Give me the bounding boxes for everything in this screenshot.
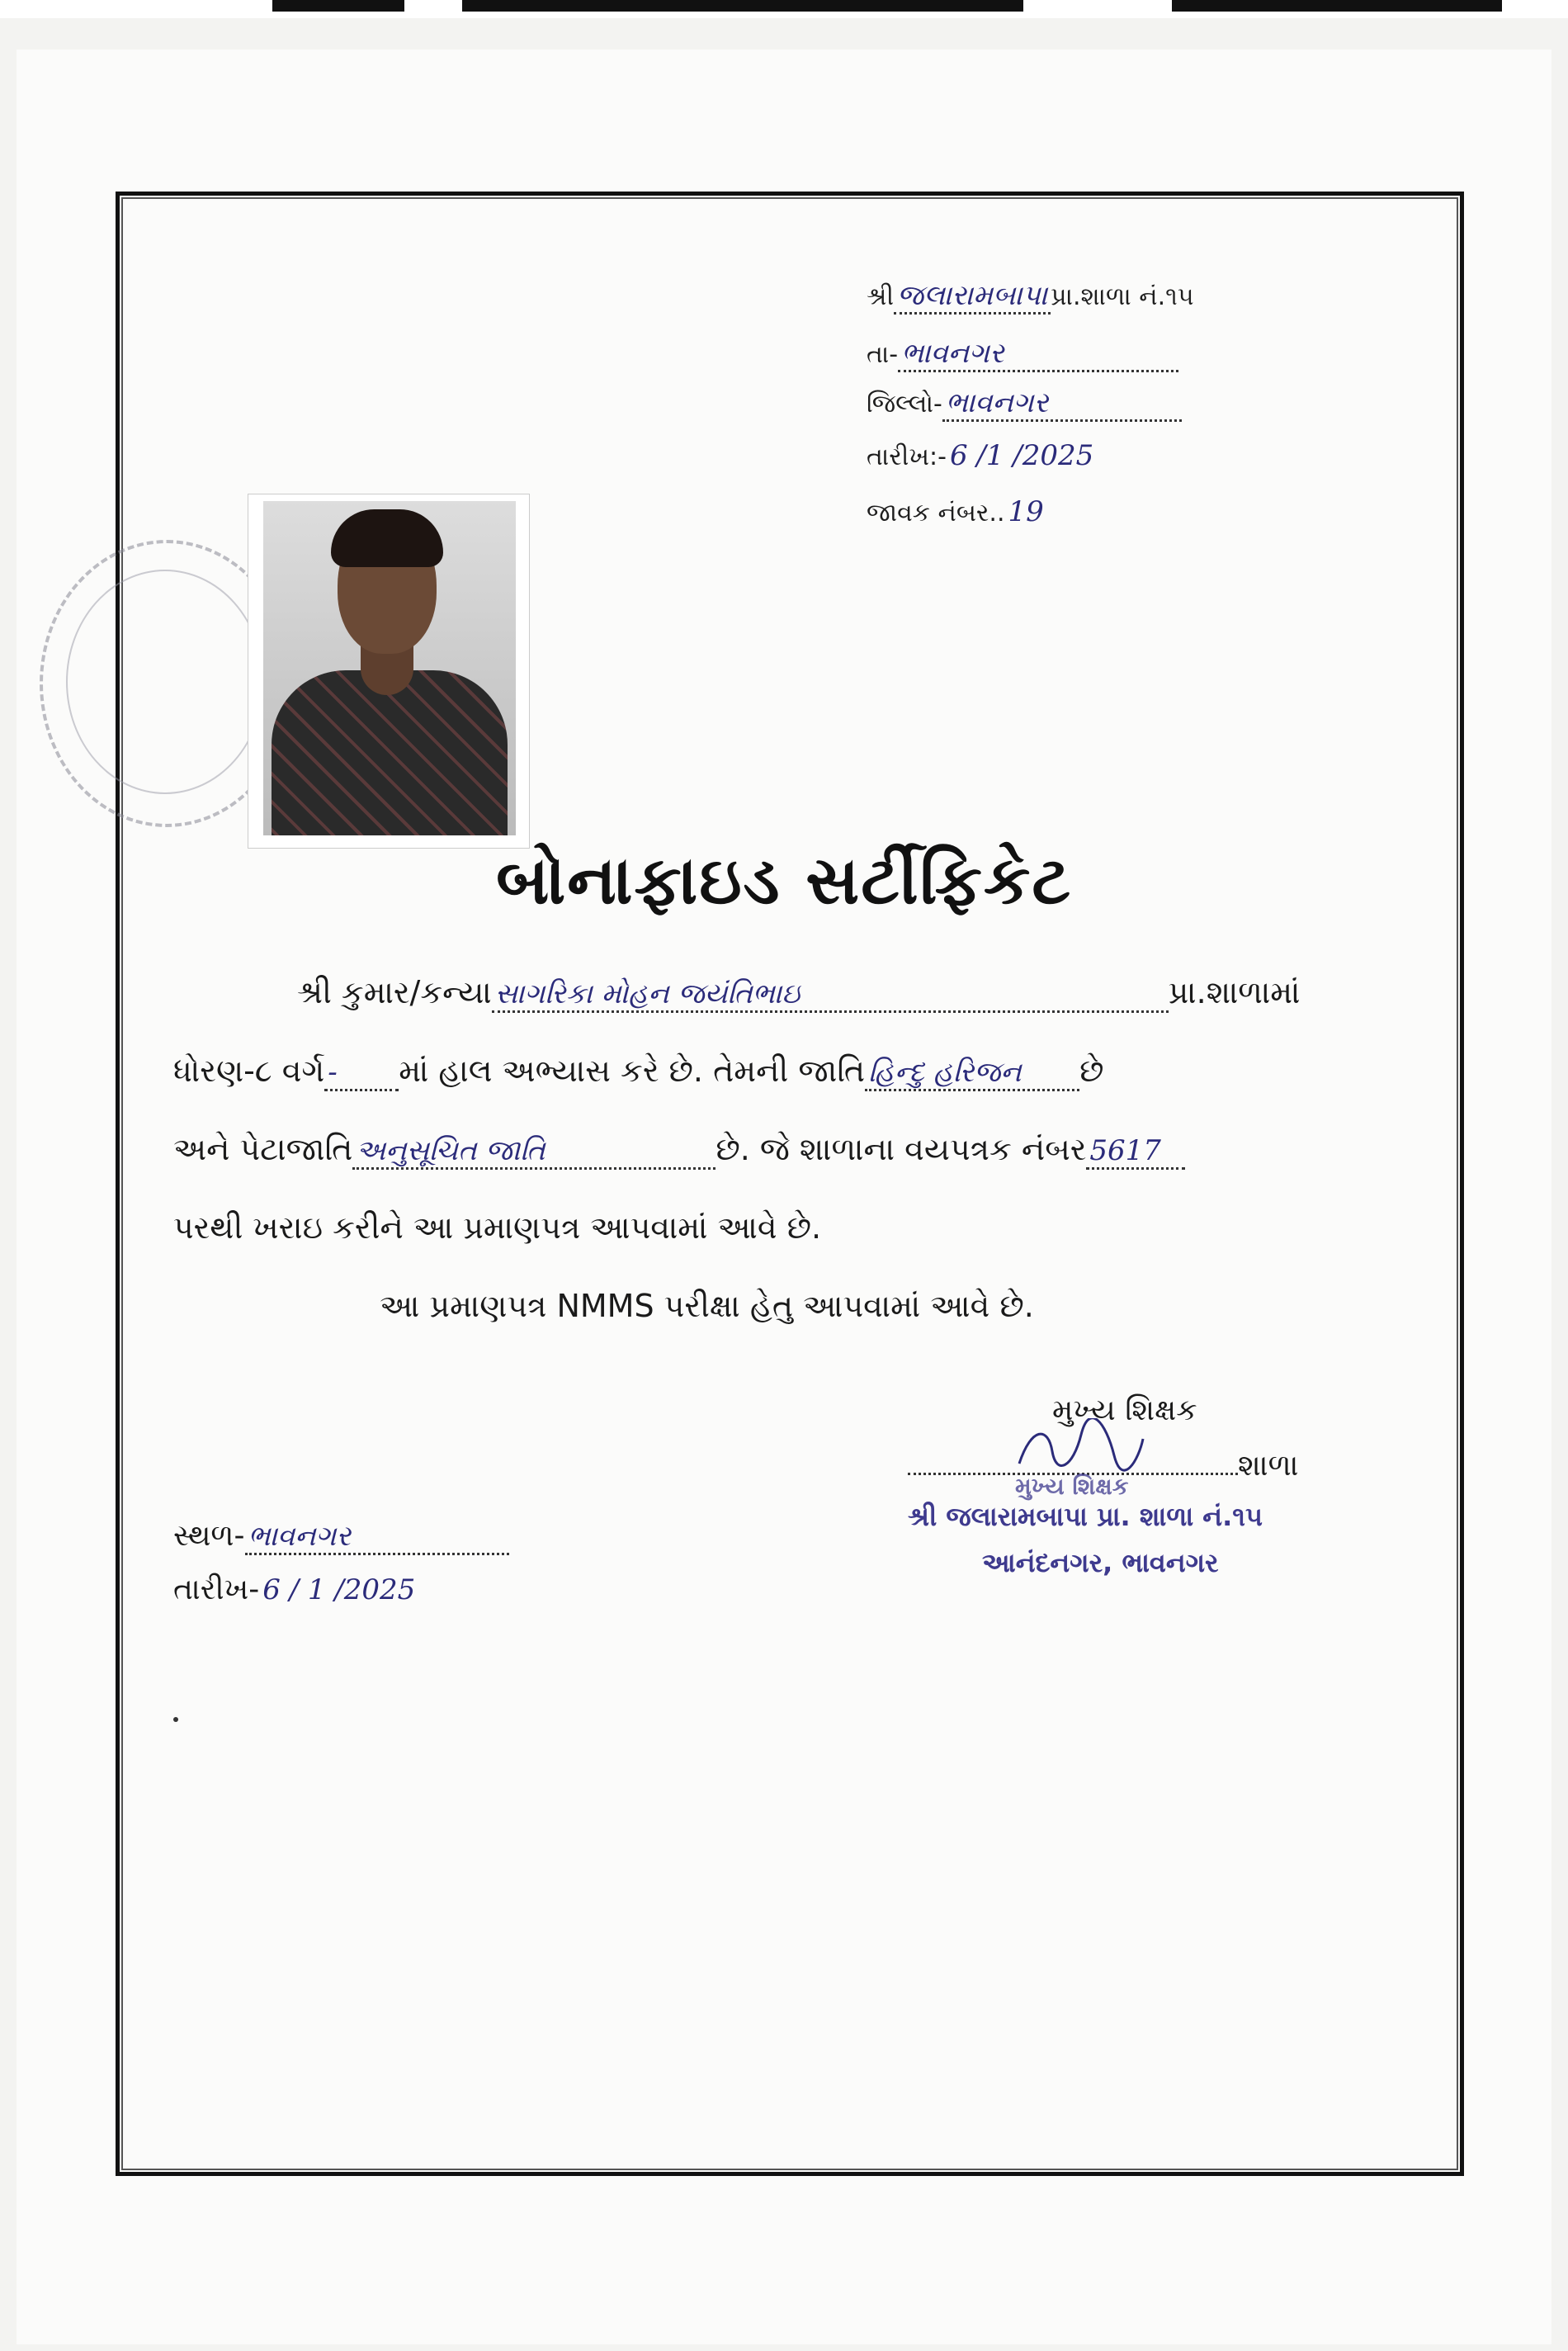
student-photo bbox=[248, 494, 530, 849]
certificate-title: બોનાફાઇડ સર્ટીફિકેટ bbox=[496, 842, 1072, 919]
footer-date-value: 6 / 1 /2025 bbox=[262, 1573, 416, 1606]
school-suffix: પ્રા.શાળા નં.૧૫ bbox=[1051, 282, 1194, 311]
district-label: જિલ્લો- bbox=[867, 390, 942, 419]
certificate-border bbox=[116, 192, 1464, 2176]
footer-date-line bbox=[173, 1573, 418, 1607]
header-outward-line bbox=[867, 495, 1047, 528]
stamp-school: શ્રી જલારામબાપા પ્રા. શાળા નં.૧૫ bbox=[908, 1501, 1263, 1532]
header-taluka-line bbox=[867, 337, 1178, 372]
scan-top-edge bbox=[0, 0, 1568, 18]
caste-value: હિન્દુ હરિજન bbox=[868, 1056, 1022, 1089]
taluka-value: ભાવનગર bbox=[901, 337, 1004, 370]
taluka-label: તા- bbox=[867, 340, 899, 369]
stray-ink-dot bbox=[173, 1717, 178, 1722]
header-date-line bbox=[867, 439, 1097, 472]
place-line bbox=[173, 1519, 509, 1555]
register-number: 5617 bbox=[1089, 1134, 1161, 1167]
header-district-line bbox=[867, 386, 1182, 422]
body-line-5: આ પ્રમાણપત્ર NMMS પરીક્ષા હેતુ આપવામાં આવે છે. bbox=[380, 1288, 1034, 1324]
district-value: ભાવનગર bbox=[945, 386, 1049, 419]
school-word: શાળા bbox=[1238, 1449, 1299, 1483]
subcaste-value: અનુસૂચિત જાતિ bbox=[356, 1134, 545, 1167]
student-name: સાગરિકા મોહન જયંતિભાઇ bbox=[494, 977, 801, 1010]
school-name-handwritten: જલારામબાપા bbox=[897, 279, 1048, 312]
date-value: 6 /1 /2025 bbox=[949, 439, 1094, 472]
school-prefix: શ્રી bbox=[867, 282, 895, 311]
date-label: તારીખ:- bbox=[867, 442, 947, 471]
footer-date-label: તારીખ- bbox=[173, 1573, 260, 1606]
head-teacher-stamp bbox=[908, 1473, 1263, 1578]
header-school-line bbox=[867, 279, 1194, 315]
head-teacher-role: મુખ્ય શિક્ષક bbox=[1052, 1393, 1197, 1427]
body-line-2: ધોરણ-૮ વર્ગ - માં હાલ અભ્યાસ કરે છે. તેમની જાતિ હિન્દુ હરિજન છે bbox=[173, 1053, 1103, 1091]
body-line-4: પરથી ખરાઇ કરીને આ પ્રમાણપત્ર આપવામાં આવે છે. bbox=[173, 1209, 822, 1246]
outward-value: 19 bbox=[1008, 495, 1044, 528]
outward-label: જાવક નંબર.. bbox=[867, 499, 1005, 527]
place-value: ભાવનગર bbox=[248, 1520, 351, 1553]
stamp-role: મુખ્ય શિક્ષક bbox=[1015, 1473, 1129, 1500]
class-value: - bbox=[328, 1056, 338, 1089]
school-seal-inner-ring bbox=[66, 570, 264, 794]
place-label: સ્થળ- bbox=[173, 1519, 245, 1553]
body-line-1: શ્રી કુમાર/કન્યા સાગરિકા મોહન જયંતિભાઇ પ્રા.શાળામાં bbox=[297, 974, 1300, 1013]
stamp-address: આનંદનગર, ભાવનગર bbox=[982, 1547, 1219, 1578]
body-line-3: અને પેટાજાતિ અનુસૂચિત જાતિ છે. જે શાળાના વયપત્રક નંબર 5617 bbox=[173, 1131, 1185, 1170]
